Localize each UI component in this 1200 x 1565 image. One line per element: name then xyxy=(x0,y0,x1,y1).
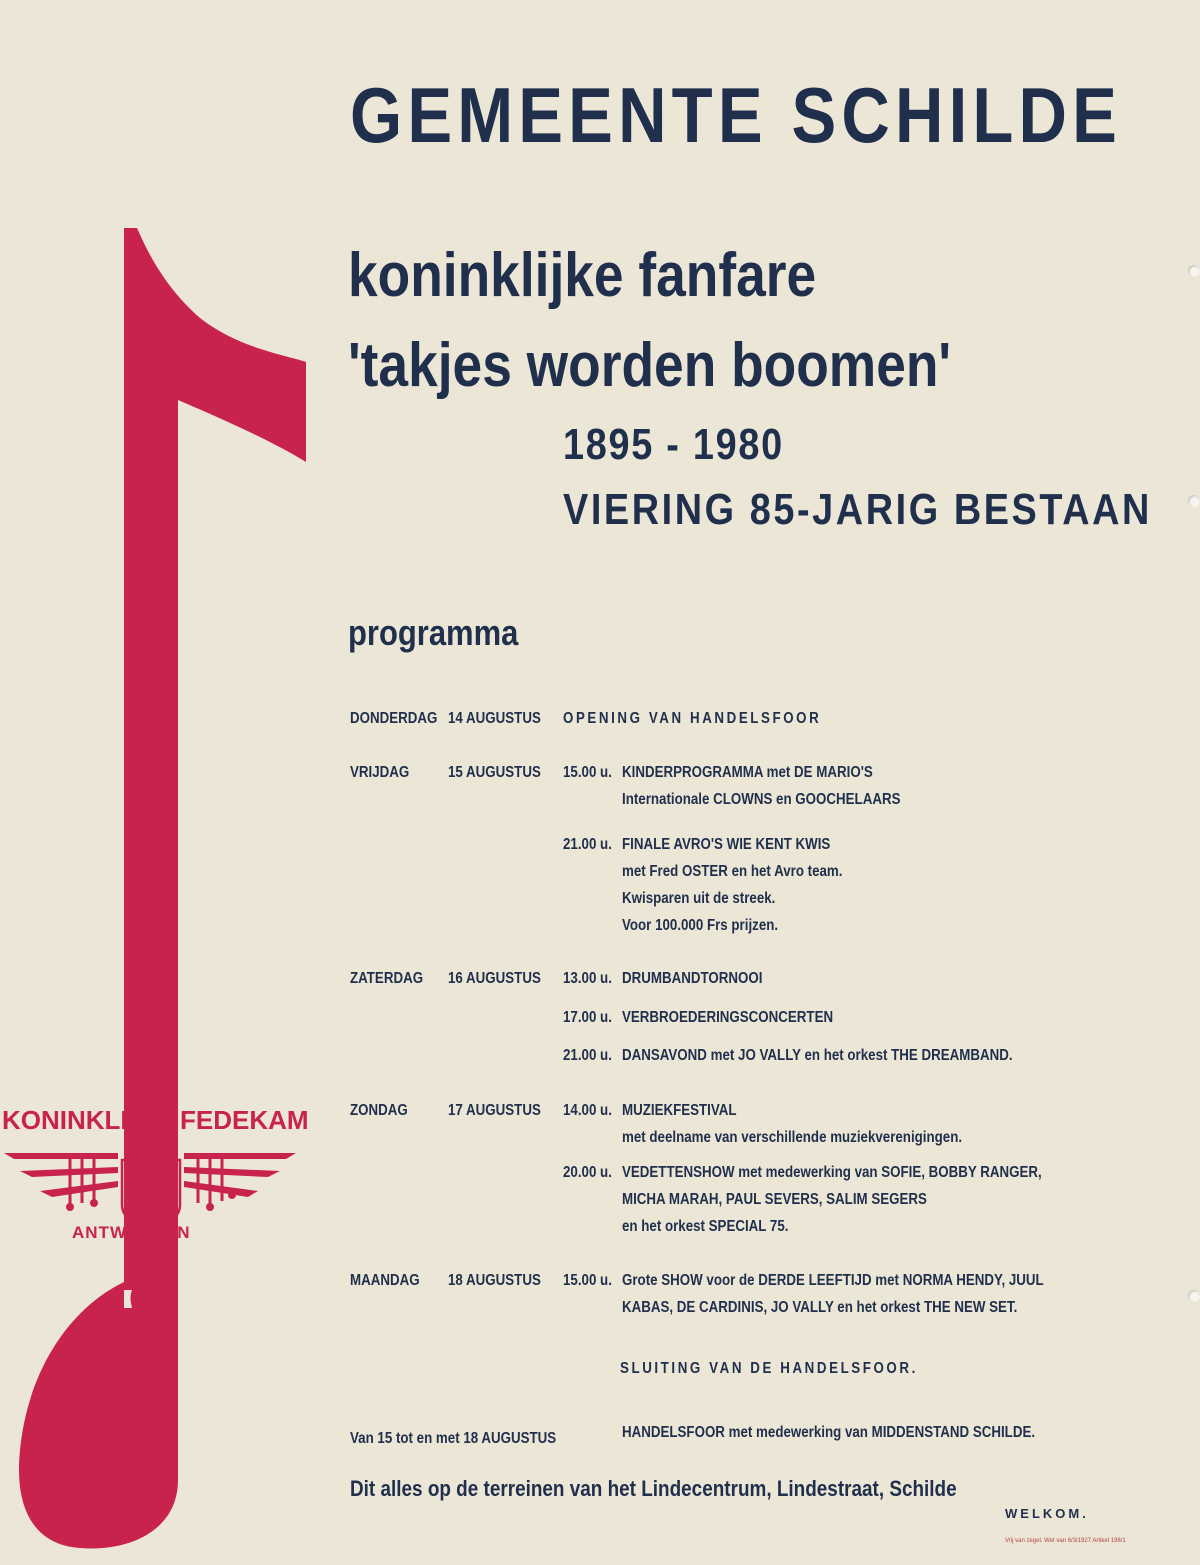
location-line xyxy=(350,1476,1055,1502)
program-item-line-text: OPENING VAN HANDELSFOOR xyxy=(563,710,822,727)
fair-description xyxy=(622,1424,1102,1442)
welcome-text: WELKOM. xyxy=(1005,1506,1089,1521)
program-day-text: DONDERDAG xyxy=(350,710,438,727)
program-item-line-text: Internationale CLOWNS en GOOCHELAARS xyxy=(622,791,901,808)
music-note-head xyxy=(19,1270,178,1548)
municipality-heading-text: GEMEENTE SCHILDE xyxy=(350,71,1123,159)
program-item-line-text: VERBROEDERINGSCONCERTEN xyxy=(622,1009,834,1026)
program-day-text: ZATERDAG xyxy=(350,970,424,987)
program-time xyxy=(563,836,620,854)
fair-period-text: Van 15 tot en met 18 AUGUSTUS xyxy=(350,1430,557,1447)
celebration-heading xyxy=(563,485,1200,535)
program-item-line xyxy=(622,1102,755,1120)
celebration-heading-text: VIERING 85-JARIG BESTAAN xyxy=(563,485,1152,534)
logo-left-word: KONINKLIJKE xyxy=(2,1105,179,1135)
fair-period xyxy=(350,1430,590,1448)
program-time xyxy=(563,1047,620,1065)
program-time-text: 20.00 u. xyxy=(563,1164,612,1181)
program-item-line-text: KABAS, DE CARDINIS, JO VALLY en het orkest THE NEW SET. xyxy=(622,1299,1018,1316)
program-time-text: 15.00 u. xyxy=(563,764,612,781)
program-time-text: 21.00 u. xyxy=(563,1047,612,1064)
binder-hole-top xyxy=(1188,265,1200,277)
program-item-line-text: Voor 100.000 Frs prijzen. xyxy=(622,917,779,934)
program-item-line xyxy=(622,1218,816,1236)
closing-line xyxy=(620,1360,966,1378)
program-day xyxy=(350,1102,417,1120)
band-name-line-1 xyxy=(348,240,892,311)
music-note-illustration xyxy=(0,0,320,1565)
program-day xyxy=(350,1272,431,1290)
program-item-line-text: Grote SHOW voor de DERDE LEEFTIJD met NORMA HENDY, JUUL xyxy=(622,1272,1044,1289)
closing-line-text: SLUITING VAN DE HANDELSFOOR. xyxy=(620,1360,918,1377)
program-day xyxy=(350,764,419,782)
municipality-heading xyxy=(350,70,1200,161)
program-item-line xyxy=(622,890,800,908)
anniversary-years xyxy=(563,420,820,470)
program-time-text: 14.00 u. xyxy=(563,1102,612,1119)
program-time xyxy=(563,970,620,988)
location-line-text: Dit alles op de terreinen van het Lindecentrum, Lindestraat, Schilde xyxy=(350,1476,957,1501)
program-item-line xyxy=(622,791,946,809)
program-item-line xyxy=(622,836,864,854)
program-item-line-text: FINALE AVRO'S WIE KENT KWIS xyxy=(622,836,831,853)
program-date xyxy=(448,970,556,988)
program-item-line xyxy=(622,1047,1076,1065)
program-day xyxy=(350,710,452,728)
program-time-text: 15.00 u. xyxy=(563,1272,612,1289)
fedekam-logo xyxy=(0,1045,310,1245)
program-item-line-text: Kwisparen uit de streek. xyxy=(622,890,776,907)
program-heading-text: programma xyxy=(348,612,519,653)
program-item-line-text: KINDERPROGRAMMA met DE MARIO'S xyxy=(622,764,873,781)
program-date xyxy=(448,764,556,782)
program-item-line-text: met Fred OSTER en het Avro team. xyxy=(622,863,843,880)
program-time-text: 17.00 u. xyxy=(563,1009,612,1026)
program-date xyxy=(448,710,556,728)
program-item-line-text: en het orkest SPECIAL 75. xyxy=(622,1218,789,1235)
program-date-text: 15 AUGUSTUS xyxy=(448,764,541,781)
program-day-text: MAANDAG xyxy=(350,1272,420,1289)
program-item-line xyxy=(563,710,863,728)
program-item-line-text: VEDETTENSHOW met medewerking van SOFIE, BOBBY RANGER, xyxy=(622,1164,1042,1181)
fair-description-text: HANDELSFOOR met medewerking van MIDDENSTAND SCHILDE. xyxy=(622,1424,1036,1441)
program-item-line xyxy=(622,1164,1110,1182)
program-day xyxy=(350,970,435,988)
program-heading xyxy=(348,612,546,654)
program-item-line xyxy=(622,863,878,881)
program-date-text: 17 AUGUSTUS xyxy=(448,1102,541,1119)
print-note: Vrij van zegel. Wet van 6/3/1927 Artikel 198/1 xyxy=(1005,1538,1126,1544)
program-date xyxy=(448,1102,556,1120)
program-date-text: 18 AUGUSTUS xyxy=(448,1272,541,1289)
program-time xyxy=(563,764,620,782)
program-time-text: 13.00 u. xyxy=(563,970,612,987)
band-name-line-2 xyxy=(348,330,1049,401)
program-item-line-text: MUZIEKFESTIVAL xyxy=(622,1102,737,1119)
program-time-text: 21.00 u. xyxy=(563,836,612,853)
program-date-text: 14 AUGUSTUS xyxy=(448,710,541,727)
program-item-line-text: DANSAVOND met JO VALLY en het orkest THE DREAMBAND. xyxy=(622,1047,1013,1064)
band-name-line-1-text: koninklijke fanfare xyxy=(348,241,817,310)
logo-right-word: FEDEKAM xyxy=(180,1105,309,1135)
band-name-line-2-text: 'takjes worden boomen' xyxy=(348,331,952,400)
logo-city: ANTWERPEN xyxy=(72,1223,191,1242)
program-date xyxy=(448,1272,556,1290)
program-time xyxy=(563,1009,620,1027)
program-item-line xyxy=(622,764,914,782)
program-time xyxy=(563,1272,620,1290)
program-item-line xyxy=(622,1272,1112,1290)
program-item-line xyxy=(622,1191,977,1209)
program-item-line-text: met deelname van verschillende muziekverenigingen. xyxy=(622,1129,963,1146)
program-item-line-text: MICHA MARAH, PAUL SEVERS, SALIM SEGERS xyxy=(622,1191,927,1208)
program-date-text: 16 AUGUSTUS xyxy=(448,970,541,987)
program-day-text: VRIJDAG xyxy=(350,764,410,781)
program-time xyxy=(563,1102,620,1120)
binder-hole-lower xyxy=(1188,1290,1200,1302)
program-day-text: ZONDAG xyxy=(350,1102,408,1119)
program-item-line xyxy=(622,1129,1017,1147)
program-item-line xyxy=(622,970,785,988)
anniversary-years-text: 1895 - 1980 xyxy=(563,420,784,469)
program-item-line xyxy=(622,917,803,935)
program-item-line xyxy=(622,1009,867,1027)
program-item-line-text: DRUMBANDTORNOOI xyxy=(622,970,763,987)
program-time xyxy=(563,1164,620,1182)
program-item-line xyxy=(622,1299,1082,1317)
